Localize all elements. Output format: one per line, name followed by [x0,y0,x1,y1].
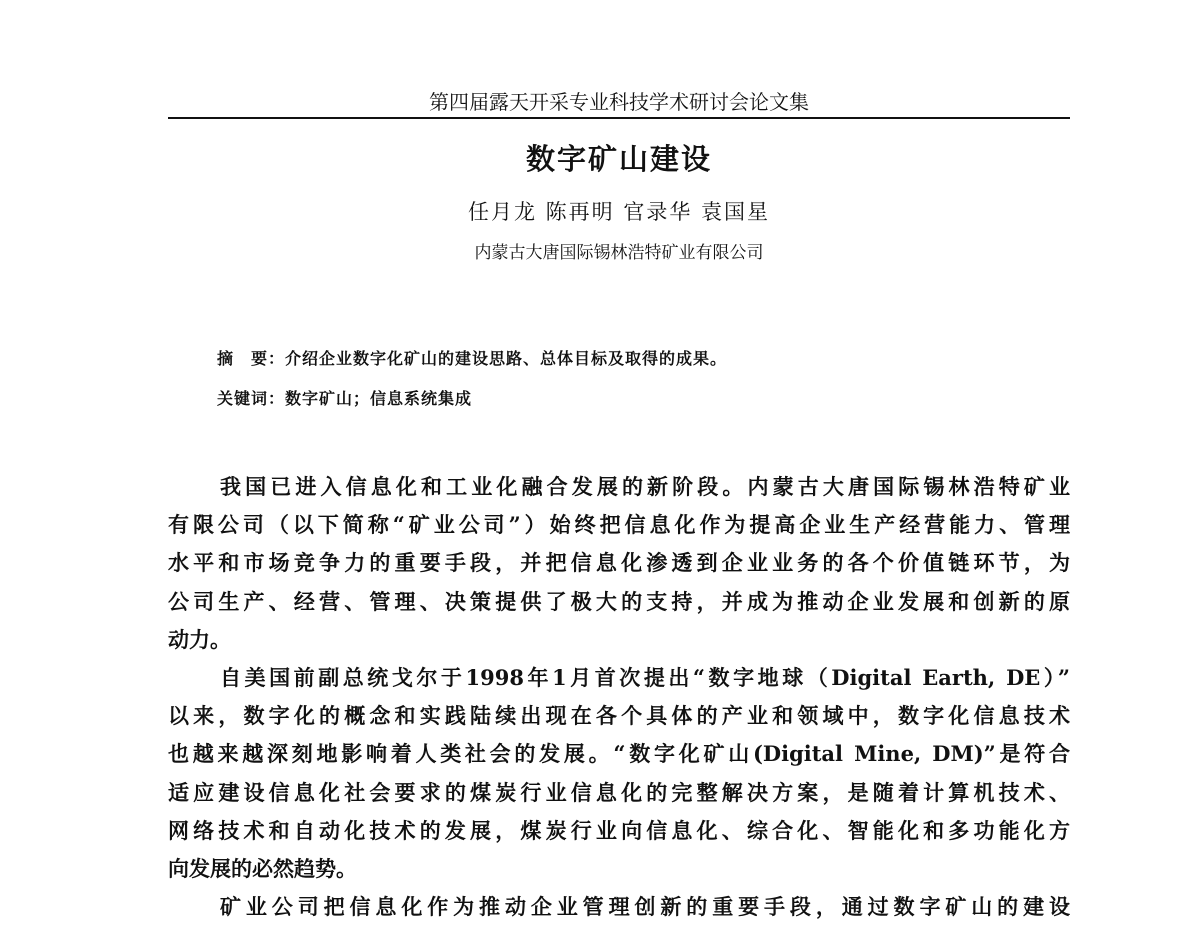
keywords: 关键词：数字矿山；信息系统集成 [217,389,473,408]
abstract: 摘 要：介绍企业数字化矿山的建设思路、总体目标及取得的成果。 [217,349,728,368]
paragraph-line: 水平和市场竞争力的重要手段，并把信息化渗透到企业业务的各个价值链环节，为 [168,550,1070,576]
paragraph-line: 也越来越深刻地影响着人类社会的发展。“数字化矿山(Digital Mine, DM)”是符合 [168,741,1070,767]
paragraph-line: 公司生产、经营、管理、决策提供了极大的支持，并成为推动企业发展和创新的原 [168,588,1070,614]
body-text [168,468,1070,926]
paragraph-line: 矿业公司把信息化作为推动企业管理创新的重要手段，通过数字矿山的建设 [220,894,1070,920]
paragraph-line: 网络技术和自动化技术的发展，煤炭行业向信息化、综合化、智能化和多功能化方 [168,817,1070,843]
paragraph-line: 动力。 [168,626,231,652]
article-title: 数字矿山建设 [525,142,712,176]
authors: 任月龙 陈再明 官录华 袁国星 [467,200,771,224]
paragraph-line: 我国已进入信息化和工业化融合发展的新阶段。内蒙古大唐国际锡林浩特矿业 [220,474,1070,499]
paragraph-line: 有限公司（以下简称“矿业公司”）始终把信息化作为提高企业生产经营能力、管理 [168,512,1070,538]
paragraph-line: 以来，数字化的概念和实践陆续出现在各个具体的产业和领域中，数字化信息技术 [168,703,1070,729]
running-header: 第四届露天开采专业科技学术研讨会论文集 [429,90,809,114]
affiliation: 内蒙古大唐国际锡林浩特矿业有限公司 [474,243,764,263]
paragraph-line: 适应建设信息化社会要求的煤炭行业信息化的完整解决方案，是随着计算机技术、 [168,779,1070,805]
paragraph-line: 向发展的必然趋势。 [168,855,357,881]
paragraph-line: 自美国前副总统戈尔于1998年1月首次提出“数字地球（Digital Earth, DE）” [220,664,1070,690]
